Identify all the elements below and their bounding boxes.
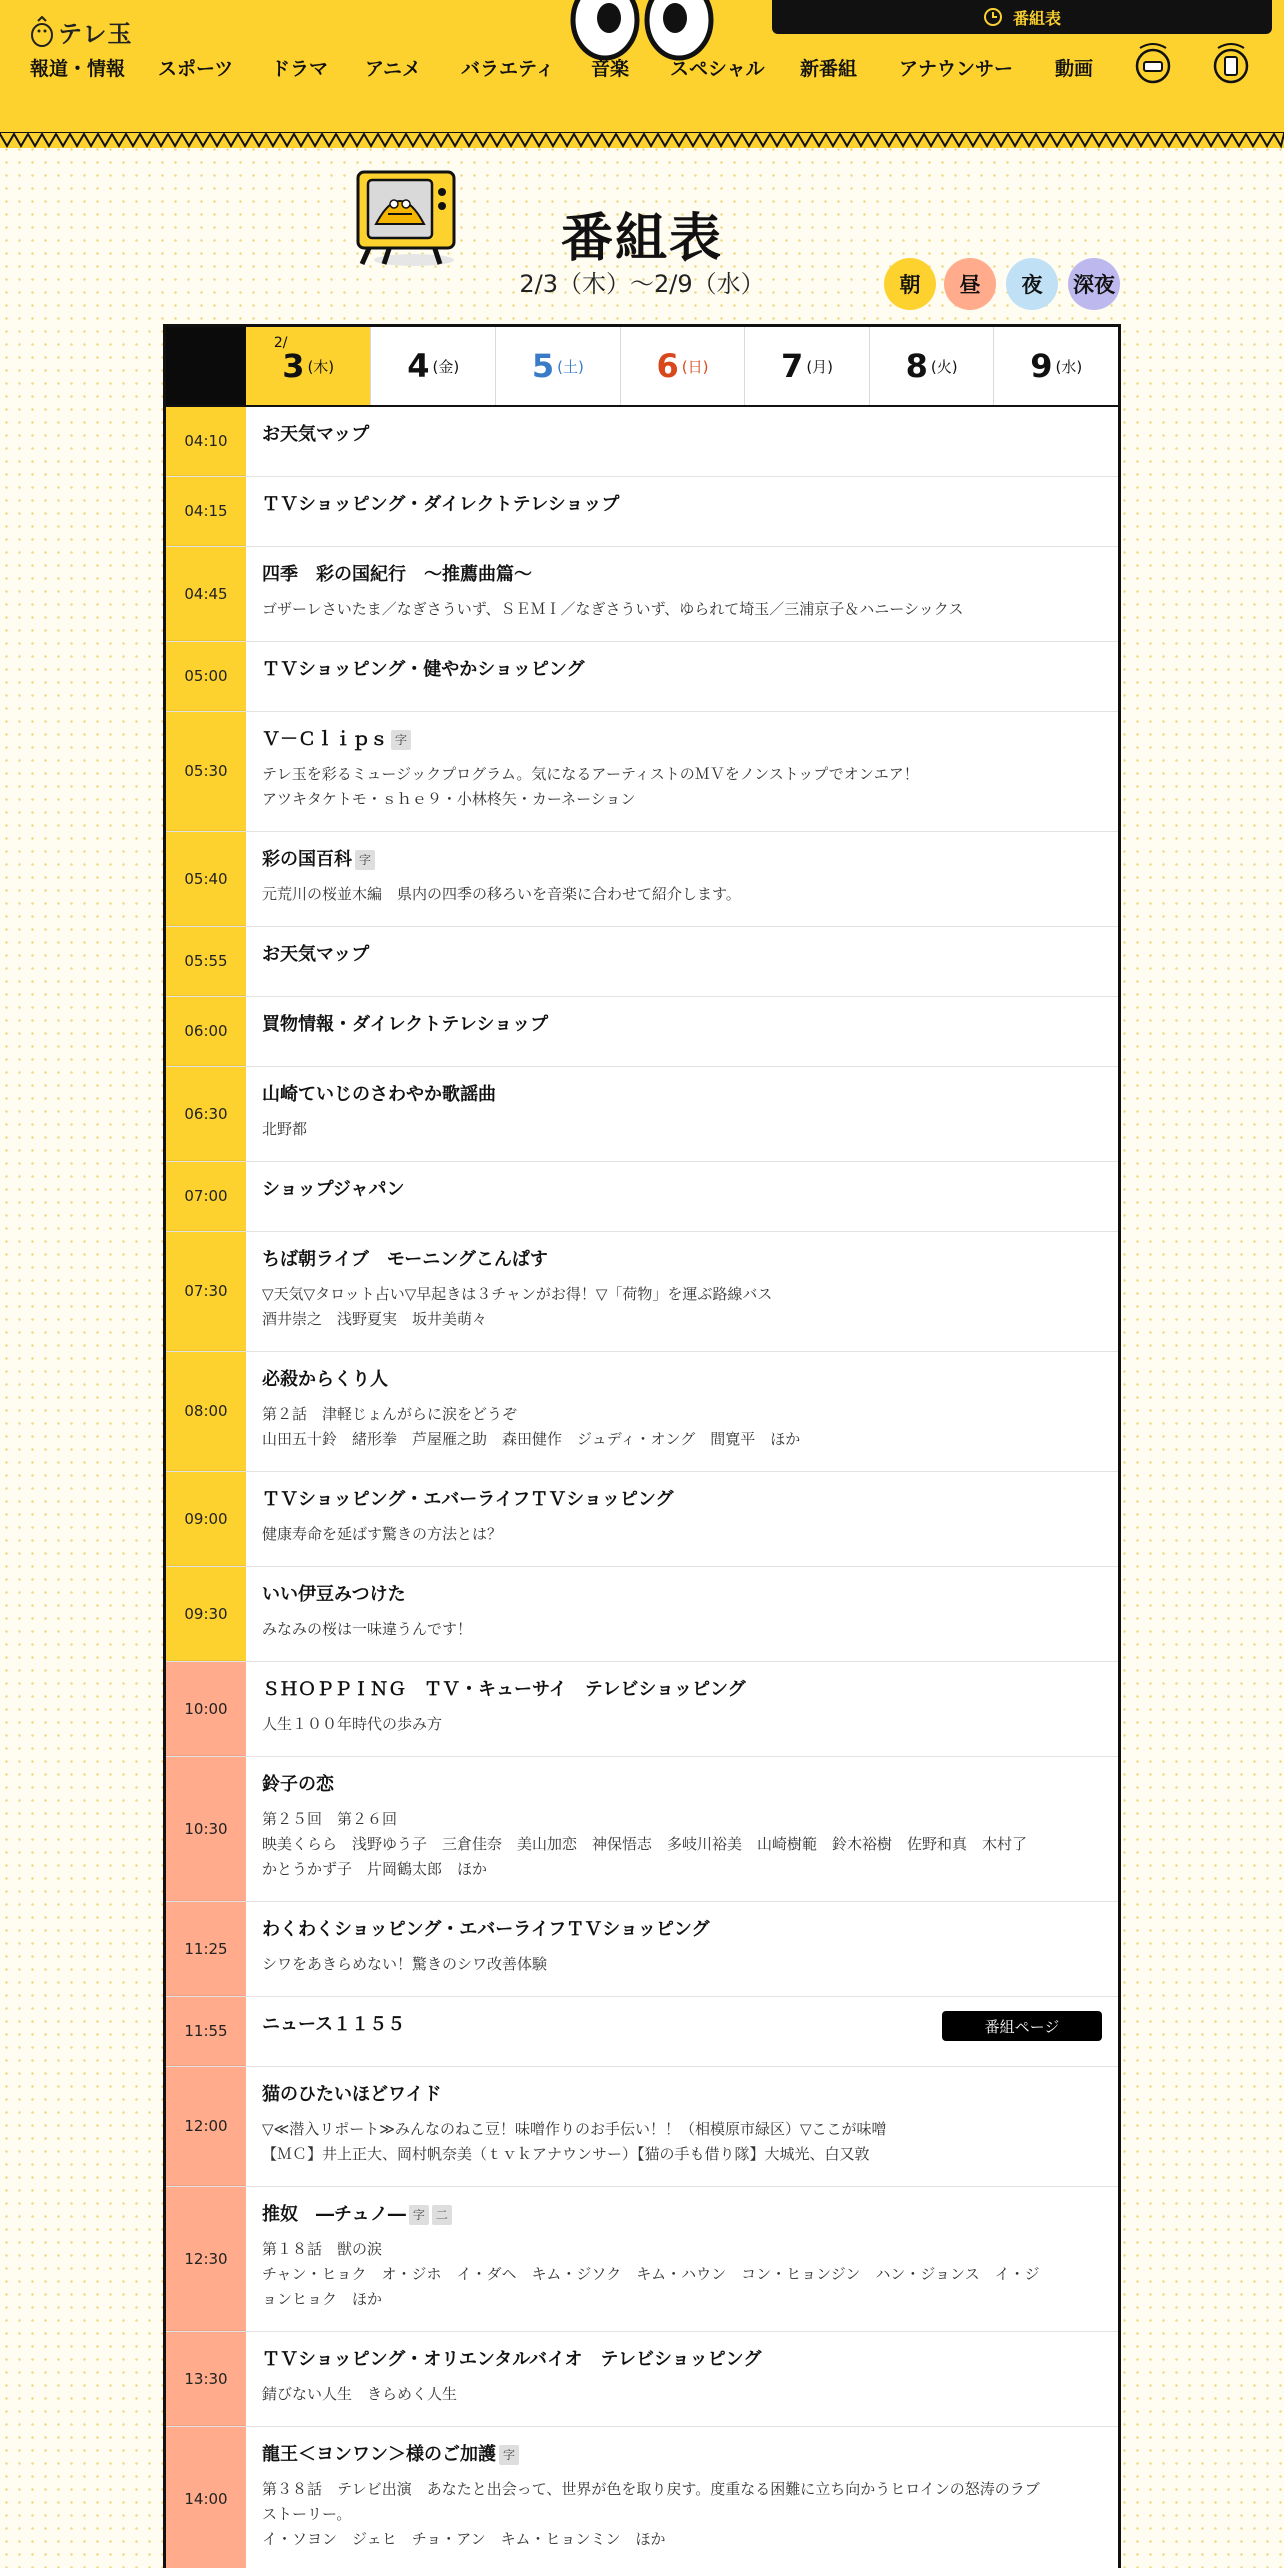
timetable-bar[interactable] [772, 0, 1272, 34]
time-of-day-latenight[interactable] [1068, 258, 1120, 310]
nav-music[interactable]: 音楽 [591, 58, 630, 80]
program-cell[interactable] [246, 2187, 1118, 2331]
program-time: 08:00 [166, 1352, 246, 1471]
program-description-line: 北野都 [262, 1120, 308, 1138]
program-row [166, 1472, 1118, 1567]
program-row [166, 832, 1118, 927]
program-description-line: 第１８話 獣の涙 [262, 2240, 383, 2258]
time-of-day-latenight-label: 深夜 [1073, 273, 1115, 297]
day-tab-9[interactable] [993, 327, 1118, 405]
program-time: 05:30 [166, 712, 246, 831]
day-tab-weekday: (木) [307, 357, 335, 376]
nav-sports[interactable]: スポーツ [158, 58, 234, 80]
teletama-goods-icon[interactable] [1130, 40, 1176, 86]
program-title[interactable]: いい伊豆みつけた [262, 1584, 406, 1605]
program-description-line: チャン・ヒョク オ・ジホ イ・ダヘ キム・ジソク キム・ハウン コン・ヒョンジン ハン・ジョンス イ・ジ [262, 2265, 1040, 2283]
program-time: 06:00 [166, 997, 246, 1066]
program-row [166, 2332, 1118, 2427]
program-description [262, 597, 1102, 622]
day-tab-number: 9 [1030, 347, 1053, 385]
day-tab-weekday: (土) [557, 357, 584, 376]
site-logo[interactable] [30, 14, 133, 49]
date-range: 2/3（木）〜2/9（水） [519, 270, 765, 298]
program-description-line: テレ玉を彩るミュージックプログラム。気になるアーティストのＭＶをノンストップでオンエア！ [262, 765, 919, 783]
day-tabs-corner [166, 327, 246, 405]
program-description-line: イ・ソヨン ジェヒ チョ・アン キム・ヒョンミン ほか [262, 2530, 666, 2548]
program-description-line: 第２５回 第２６回 [262, 1810, 398, 1828]
site-header [0, 0, 1284, 148]
program-description [262, 1807, 1102, 1882]
program-row [166, 927, 1118, 997]
day-tab-6[interactable] [620, 327, 745, 405]
day-tab-7[interactable] [744, 327, 869, 405]
program-time: 05:40 [166, 832, 246, 926]
program-row [166, 1662, 1118, 1757]
program-row [166, 1567, 1118, 1662]
program-cell[interactable] [246, 1662, 1118, 1756]
program-cell[interactable] [246, 1472, 1118, 1566]
program-description [262, 1522, 1102, 1547]
program-title-line [262, 1179, 1102, 1201]
mascot-eyes-icon [567, 0, 717, 62]
nav-special[interactable]: スペシャル [670, 58, 765, 80]
program-cell[interactable] [246, 712, 1118, 831]
program-title-line [262, 564, 1102, 586]
program-description [262, 882, 1102, 907]
program-description-line: 第３８話 テレビ出演 あなたと出会って、世界が色を取り戻す。度重なる困難に立ち向かうヒロインの怒涛のラブ [262, 2480, 1040, 2498]
mascot-logo-icon [30, 16, 54, 48]
program-description-line: 映美くらら 浅野ゆう子 三倉佳奈 美山加恋 神保悟志 多岐川裕美 山崎樹範 鈴木裕樹 佐野和真 木村了 [262, 1835, 1028, 1853]
program-row [166, 1352, 1118, 1472]
program-badge: 字 [409, 2205, 429, 2225]
program-description [262, 1117, 1102, 1142]
program-cell[interactable] [246, 1902, 1118, 1996]
program-title[interactable]: 鈴子の恋 [262, 1774, 334, 1795]
day-tabs [166, 327, 1118, 407]
program-row [166, 477, 1118, 547]
program-description [262, 2382, 1102, 2407]
program-row [166, 1232, 1118, 1352]
day-tab-weekday: (火) [930, 357, 958, 376]
program-cell[interactable] [246, 407, 1118, 476]
program-cell[interactable] [246, 927, 1118, 996]
program-row [166, 2187, 1118, 2332]
program-row [166, 2067, 1118, 2187]
time-of-day-morning-label: 朝 [899, 273, 921, 297]
program-row [166, 1162, 1118, 1232]
timetable-bar-label: 番組表 [1012, 8, 1061, 28]
program-title[interactable]: ＴＶショッピング・ダイレクトテレショップ [262, 494, 620, 515]
program-description-line: 錆びない人生 きらめく人生 [262, 2385, 458, 2403]
program-title-line [262, 2084, 1102, 2106]
program-title[interactable]: 龍王＜ヨンワン＞様のご加護 [262, 2444, 496, 2465]
program-description-line: ▽≪潜入リポート≫みんなのねこ豆！味噌作りのお手伝い！！（相模原市緑区）▽ここが味噌 [262, 2120, 887, 2138]
program-title[interactable]: 必殺からくり人 [262, 1369, 388, 1390]
program-description-line: 【ＭＣ】井上正大、岡村帆奈美（ｔｖｋアナウンサー）【猫の手も借り隊】大城光、白又敦 [262, 2145, 870, 2163]
page-title: 番組表 [560, 209, 723, 269]
day-tab-weekday: (月) [806, 357, 834, 376]
program-title-line [262, 659, 1102, 681]
teletama-app-icon[interactable] [1208, 40, 1254, 86]
program-description-line: 酒井崇之 浅野夏実 坂井美萌々 [262, 1310, 488, 1328]
program-title[interactable]: ちば朝ライブ モーニングこんぱす [262, 1249, 548, 1270]
program-badge: 字 [391, 730, 411, 750]
program-description-line: 健康寿命を延ばす驚きの方法とは？ [262, 1525, 503, 1543]
day-tab-3[interactable] [246, 327, 371, 405]
time-of-day-daytime-label: 昼 [959, 273, 981, 297]
program-title[interactable]: ＴＶショッピング・オリエンタルバイオ テレビショッピング [262, 2349, 762, 2370]
program-description [262, 2477, 1102, 2552]
program-time: 09:30 [166, 1567, 246, 1661]
program-title[interactable]: ニュース１１５５ [262, 2014, 406, 2035]
day-tab-number: 7 [781, 347, 804, 385]
program-badge: 字 [355, 850, 375, 870]
program-cell[interactable] [246, 547, 1118, 641]
program-title-line [262, 1489, 1102, 1511]
day-tab-number: 6 [656, 347, 679, 385]
day-tab-weekday: (日) [681, 357, 709, 376]
program-title[interactable]: 猫のひたいほどワイド [262, 2084, 442, 2105]
program-description-line: かとうかず子 片岡鶴太郎 ほか [262, 1860, 488, 1878]
program-description-line: ▽天気▽タロット占い▽早起きは３チャンがお得！▽「荷物」を運ぶ路線バス [262, 1285, 773, 1303]
program-title[interactable]: ＴＶショッピング・エバーライフＴＶショッピング [262, 1489, 674, 1510]
program-row [166, 1757, 1118, 1902]
program-title-line [262, 1084, 1102, 1106]
time-of-day-daytime[interactable] [944, 258, 996, 310]
program-description-line: アツキタケトモ・ｓｈｅ９・小林柊矢・カーネーション [262, 790, 636, 808]
program-title-line [262, 1774, 1102, 1796]
program-row [166, 2427, 1118, 2568]
program-cell[interactable] [246, 1757, 1118, 1901]
program-cell[interactable] [246, 1567, 1118, 1661]
program-title[interactable]: お天気マップ [262, 944, 370, 965]
logo-text: テレ玉 [58, 20, 133, 48]
program-title-line [262, 729, 1102, 751]
day-tab-4[interactable] [370, 327, 495, 405]
nav-video[interactable]: 動画 [1055, 58, 1094, 80]
program-description [262, 1617, 1102, 1642]
program-title[interactable]: Ｖ－Ｃｌｉｐｓ [262, 729, 388, 750]
program-cell[interactable] [246, 997, 1118, 1066]
program-row [166, 1067, 1118, 1162]
program-description [262, 1952, 1102, 1977]
time-of-day-evening[interactable] [1006, 258, 1058, 310]
program-row [166, 712, 1118, 832]
program-time: 09:00 [166, 1472, 246, 1566]
program-list [166, 407, 1118, 2568]
program-time: 05:55 [166, 927, 246, 996]
program-title-line [262, 2349, 1102, 2371]
program-time: 07:30 [166, 1232, 246, 1351]
nav-anime[interactable]: アニメ [365, 58, 422, 80]
program-title[interactable]: 推奴 ―チュノ― [262, 2204, 406, 2225]
nav-new-programs[interactable]: 新番組 [800, 58, 858, 80]
day-tab-number: 3 [282, 347, 305, 385]
nav-announcer[interactable]: アナウンサー [899, 58, 1014, 80]
day-tab-number: 8 [905, 347, 928, 385]
program-time: 10:00 [166, 1662, 246, 1756]
program-row [166, 997, 1118, 1067]
program-title-line [262, 1249, 1102, 1271]
program-time: 12:00 [166, 2067, 246, 2186]
program-title[interactable]: お天気マップ [262, 424, 370, 445]
day-tab-number: 4 [407, 347, 430, 385]
program-description-line: 元荒川の桜並木編 県内の四季の移ろいを音楽に合わせて紹介します。 [262, 885, 741, 903]
program-description-line: 人生１００年時代の歩み方 [262, 1715, 443, 1733]
program-description-line: ゴザーレさいたま／なぎさういず、ＳＥＭＩ／なぎさういず、ゆられて埼玉／三浦京子＆ハニーシックス [262, 600, 964, 618]
program-description-line: みなみの桜は一味違うんです！ [262, 1620, 473, 1638]
time-of-day-evening-label: 夜 [1021, 273, 1043, 297]
program-title[interactable]: 四季 彩の国紀行 ～推薦曲篇～ [262, 564, 532, 585]
program-title[interactable]: 買物情報・ダイレクトテレショップ [262, 1014, 549, 1035]
program-title-line [262, 849, 1102, 871]
program-description [262, 1402, 1102, 1452]
program-time: 11:25 [166, 1902, 246, 1996]
day-tab-5[interactable] [495, 327, 620, 405]
program-title-line [262, 1679, 1102, 1701]
program-title[interactable]: ＳＨＯＰＰＩＮＧ ＴＶ・キューサイ テレビショッピング [262, 1679, 746, 1700]
program-title[interactable]: 彩の国百科 [262, 849, 352, 870]
program-description-line: ョンヒョク ほか [262, 2290, 383, 2308]
program-time: 05:00 [166, 642, 246, 711]
program-cell[interactable] [246, 832, 1118, 926]
program-cell[interactable] [246, 2067, 1118, 2186]
program-description [262, 762, 1102, 812]
nav-news[interactable]: 報道・情報 [30, 58, 126, 80]
program-badge: 二 [432, 2205, 452, 2225]
nav-variety[interactable]: バラエティ [461, 58, 555, 80]
program-cell[interactable] [246, 477, 1118, 546]
program-time: 12:30 [166, 2187, 246, 2331]
program-cell[interactable] [246, 1352, 1118, 1471]
program-title-line [262, 494, 1102, 516]
program-badge: 字 [499, 2445, 519, 2465]
program-time: 11:55 [166, 1997, 246, 2066]
program-row [166, 1997, 1118, 2067]
program-cell[interactable] [246, 1997, 1118, 2066]
header-zigzag-edge [0, 132, 1284, 150]
program-description [262, 2117, 1102, 2167]
day-tab-8[interactable] [869, 327, 994, 405]
program-title[interactable]: わくわくショッピング・エバーライフＴＶショッピング [262, 1919, 710, 1940]
program-time: 10:30 [166, 1757, 246, 1901]
program-title-line [262, 1014, 1102, 1036]
program-cell[interactable] [246, 1232, 1118, 1351]
day-tab-weekday: (水) [1055, 357, 1083, 376]
program-cell[interactable] [246, 642, 1118, 711]
program-time: 14:00 [166, 2427, 246, 2568]
program-time: 04:45 [166, 547, 246, 641]
program-description-line: シワをあきらめない！驚きのシワ改善体験 [262, 1955, 548, 1973]
program-title[interactable]: 山崎ていじのさわやか歌謡曲 [262, 1084, 496, 1105]
program-time: 07:00 [166, 1162, 246, 1231]
program-title-line [262, 424, 1102, 446]
program-description-line: 山田五十鈴 緒形拳 芦屋雁之助 森田健作 ジュディ・オング 間寛平 ほか [262, 1430, 801, 1448]
program-row [166, 547, 1118, 642]
program-description [262, 1282, 1102, 1332]
program-row [166, 642, 1118, 712]
clock-icon [983, 7, 1003, 27]
program-description-line: 第２話 津軽じょんがらに涙をどうぞ [262, 1405, 518, 1423]
program-title[interactable]: ショップジャパン [262, 1179, 405, 1200]
program-cell[interactable] [246, 2427, 1118, 2568]
program-time: 13:30 [166, 2332, 246, 2426]
program-time: 04:15 [166, 477, 246, 546]
nav-drama[interactable]: ドラマ [271, 58, 329, 80]
program-title-line [262, 1584, 1102, 1606]
program-cell[interactable] [246, 2332, 1118, 2426]
program-cell[interactable] [246, 1067, 1118, 1161]
program-time: 06:30 [166, 1067, 246, 1161]
time-of-day-morning[interactable] [884, 258, 936, 310]
program-title-line [262, 944, 1102, 966]
day-tab-number: 5 [531, 347, 555, 385]
program-page-button[interactable]: 番組ページ [942, 2011, 1102, 2041]
program-title-line [262, 2204, 1102, 2226]
program-cell[interactable] [246, 1162, 1118, 1231]
program-row [166, 407, 1118, 477]
program-title[interactable]: ＴＶショッピング・健やかショッピング [262, 659, 585, 680]
program-schedule [163, 324, 1121, 2568]
program-description [262, 1712, 1102, 1737]
program-description [262, 2237, 1102, 2312]
program-description-line: ストーリー。 [262, 2505, 352, 2523]
program-time: 04:10 [166, 407, 246, 476]
program-title-line [262, 1369, 1102, 1391]
program-title-line [262, 1919, 1102, 1941]
main-nav [30, 54, 1115, 81]
day-tab-month: 2/ [273, 335, 288, 351]
program-row [166, 1902, 1118, 1997]
day-tab-weekday: (金) [432, 357, 460, 376]
program-title-line [262, 2444, 1102, 2466]
